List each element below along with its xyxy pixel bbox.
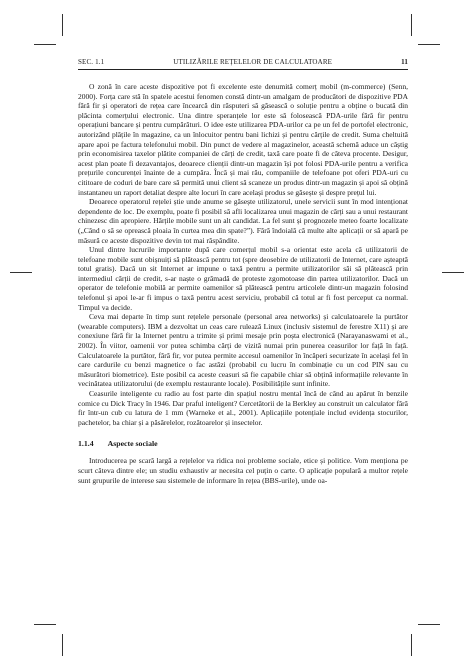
crop-mark — [418, 624, 440, 625]
header-section: SEC. 1.1 — [78, 58, 105, 66]
running-header — [78, 58, 408, 70]
crop-mark — [411, 14, 412, 36]
paragraph-wearables: Ceva mai departe în timp sunt rețelele personale (personal area networks) și calculatoarele la purtător (wearable computers). IBM a dezvoltat un ceas care rulează Linux (inclusiv sistemul de ferestre X11) și are conexiune fără fir la Internet pentru a trimite și primi mesaje prin poșta electronică (Narayanaswami et al., 2002). În viitor, oamenii vor putea schimba cărți de vizită numai prin punerea ceasurilor lor față în față. Calculatoarele la purtător, fără fir, vor putea permite accesul oamenilor în încăperi securizate în același fel în care cardurile cu benzi magnetice o fac astăzi (probabil cu lucru în combinație cu un cod PIN sau cu măsurători biometrice). Este posibil ca aceste ceasuri să fie capabile chiar să obțină informațiile relevante în vecinătatea utilizatorului (de exemplu restaurante locale). Posibilitățile sunt infinite. — [78, 312, 408, 389]
section-heading — [78, 439, 408, 448]
paragraph-location-services: Deoarece operatorul rețelei știe unde anume se găsește utilizatorul, unele servicii sunt în mod intenționat dependente de loc. De exemplu, poate fi posibil să afli localizarea unui magazin de cărți sau a unui restaurant chinezesc din apropiere. Hărțile mobile sunt un alt candidat. La fel sunt și prognozele meteo foarte localizate („Când o să se oprească ploaia în curtea mea din spate?”). Fără îndoială că multe alte aplicații or să apară pe măsură ce aceste dispozitive devin tot mai răspândite. — [78, 197, 408, 245]
paragraph-m-commerce: O zonă în care aceste dispozitive pot fi excelente este denumită comerț mobil (m-commerce) (Senn, 2000). Forța care stă în spatele acestui fenomen constă dintr-un amalgam de producători de dispozitive PDA fără fir și operatori de rețea care încearcă din răsputeri să găsească o soluție pentru a obține o bucată din plăcinta comerțului electronic. Una dintre speranțele lor este să folosească PDA-urile fără fir pentru operațiuni bancare și pentru cumpărături. O idee este utilizarea PDA-urilor ca pe un fel de portofel electronic, autorizând plățile în magazine, ca un înlocuitor pentru bani lichizi și pentru cărțile de credit. Suma cheltuită apare apoi pe factura telefonului mobil. Din punct de vedere al magazinelor, această schemă aduce un câștig prin economisirea taxelor plătite companiei de cărți de credit, taxă care poate fi de câteva procente. Desigur, acest plan poate fi dezavantajos, deoarece clienții dintr-un magazin își pot folosi PDA-urile pentru a verifica prețurile concurenței înainte de a cumpăra. Încă și mai rău, companiile de telefoane pot oferi PDA-uri cu cititoare de coduri de bare care să permită unui client să scaneze un produs dintr-un magazin și apoi să obțină instantaneu un raport detaliat despre alte locuri în care același produs se găsește și despre prețul lui. — [78, 82, 408, 197]
crop-mark — [418, 44, 440, 45]
crop-mark — [411, 634, 412, 656]
section-title: Aspecte sociale — [107, 439, 158, 449]
crop-mark — [10, 272, 32, 273]
paragraph-smart-dust: Ceasurile inteligente cu radio au fost parte din spațiul nostru mental încă de când au apărut în benzile comice cu Dick Tracy în 1946. Dar praful inteligent? Cercetătorii de la Berkley au construit un calculator fără fir într-un cub cu latura de 1 mm (Warneke et al., 2001). Aplicațiile potențiale includ evidența stocurilor, pachetelor, ba chiar și a păsărelelor, rozătoarelor și insectelor. — [78, 389, 408, 427]
header-title: UTILIZĂRILE REȚELELOR DE CALCULATOARE — [173, 58, 333, 66]
book-page — [78, 58, 408, 485]
crop-mark — [34, 44, 56, 45]
crop-mark — [62, 634, 63, 656]
crop-mark — [442, 272, 464, 273]
crop-mark — [62, 14, 63, 36]
crop-mark — [34, 624, 56, 625]
section-number: 1.1.4 — [78, 439, 94, 449]
page-number: 11 — [401, 58, 408, 66]
paragraph-social-issues: Introducerea pe scară largă a rețelelor va ridica noi probleme sociale, etice și politice. Vom menționa pe scurt câteva dintre ele; un studiu exhaustiv ar necesita cel puțin o carte. O aplicație populară a multor rețele sunt grupurile de interese sau sistemele de informare în rețea (BBS-urile), unde oa- — [78, 456, 408, 485]
paragraph-payments: Unul dintre lucrurile importante după care comerțul mobil s-a orientat este acela că utilizatorii de telefoane mobile sunt obișnuiți să plătească pentru tot (spre deosebire de utilizatorii de Internet, care așteaptă totul gratis). Dacă un sit Internet ar impune o taxă pentru a permite utilizatorilor săi să plătească prin intermediul cărții de credit, s-ar naște o grămadă de proteste zgomotoase din partea utilizatorilor. Dacă un operator de telefonie mobilă ar permite oamenilor să plătească pentru articolele dintr-un magazin folosind telefonul și apoi le-ar fi impus o taxă pentru acest serviciu, probabil că totul ar fi fost perceput ca normal. Timpul va decide. — [78, 245, 408, 312]
